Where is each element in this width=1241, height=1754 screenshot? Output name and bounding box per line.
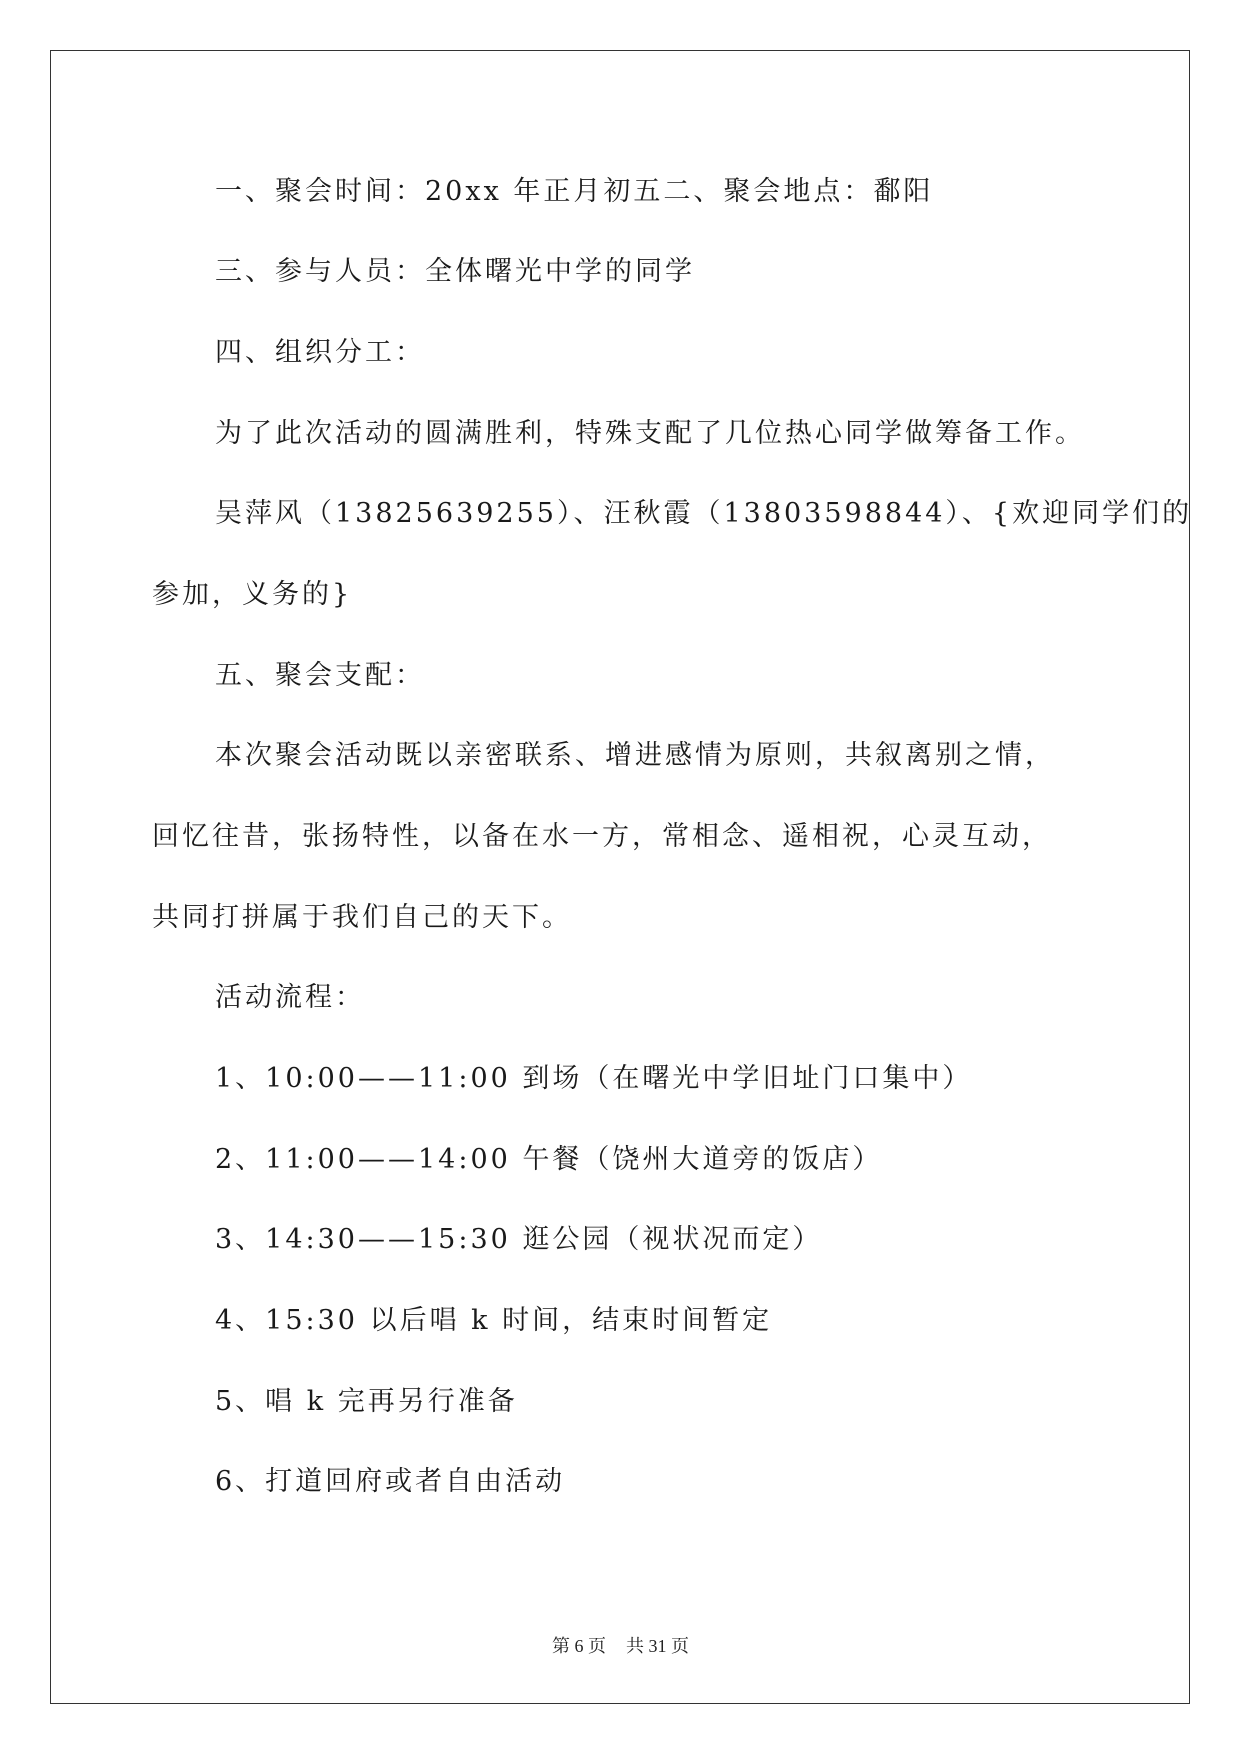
- organizers-line-continued: 参加，义务的}: [152, 579, 353, 610]
- page-number: 第 6 页: [552, 1636, 606, 1656]
- page-border: [50, 50, 1193, 1704]
- participants-line: 三、参与人员：全体曙光中学的同学: [215, 256, 695, 287]
- schedule-item-3: 3、14:30——15:30 逛公园（视状况而定）: [215, 1224, 823, 1255]
- organization-paragraph: 为了此次活动的圆满胜利，特殊支配了几位热心同学做筹备工作。: [215, 418, 1085, 449]
- schedule-item-2: 2、11:00——14:00 午餐（饶州大道旁的饭店）: [215, 1144, 883, 1175]
- arrangement-heading: 五、聚会支配：: [215, 660, 425, 691]
- meeting-time-and-place-line: 一、聚会时间：20xx 年正月初五二、聚会地点：鄱阳: [215, 176, 934, 207]
- schedule-item-5: 5、唱 k 完再另行准备: [215, 1386, 518, 1417]
- arrangement-paragraph-line-2: 回忆往昔，张扬特性，以备在水一方，常相念、遥相祝，心灵互动，: [152, 821, 1052, 852]
- schedule-item-6: 6、打道回府或者自由活动: [215, 1466, 566, 1497]
- organizers-line: 吴萍风（13825639255）、汪秋霞（13803598844）、{欢迎同学们的: [215, 498, 1193, 529]
- page-footer: [0, 1632, 1241, 1658]
- arrangement-paragraph-line-1: 本次聚会活动既以亲密联系、增进感情为原则，共叙离别之情，: [215, 740, 1055, 771]
- schedule-item-1: 1、10:00——11:00 到场（在曙光中学旧址门口集中）: [215, 1063, 973, 1094]
- schedule-heading: 活动流程：: [215, 982, 365, 1013]
- schedule-item-4: 4、15:30 以后唱 k 时间，结束时间暂定: [215, 1305, 773, 1336]
- arrangement-paragraph-line-3: 共同打拼属于我们自己的天下。: [152, 902, 572, 933]
- organization-heading: 四、组织分工：: [215, 337, 425, 368]
- total-pages: 共 31 页: [626, 1636, 689, 1656]
